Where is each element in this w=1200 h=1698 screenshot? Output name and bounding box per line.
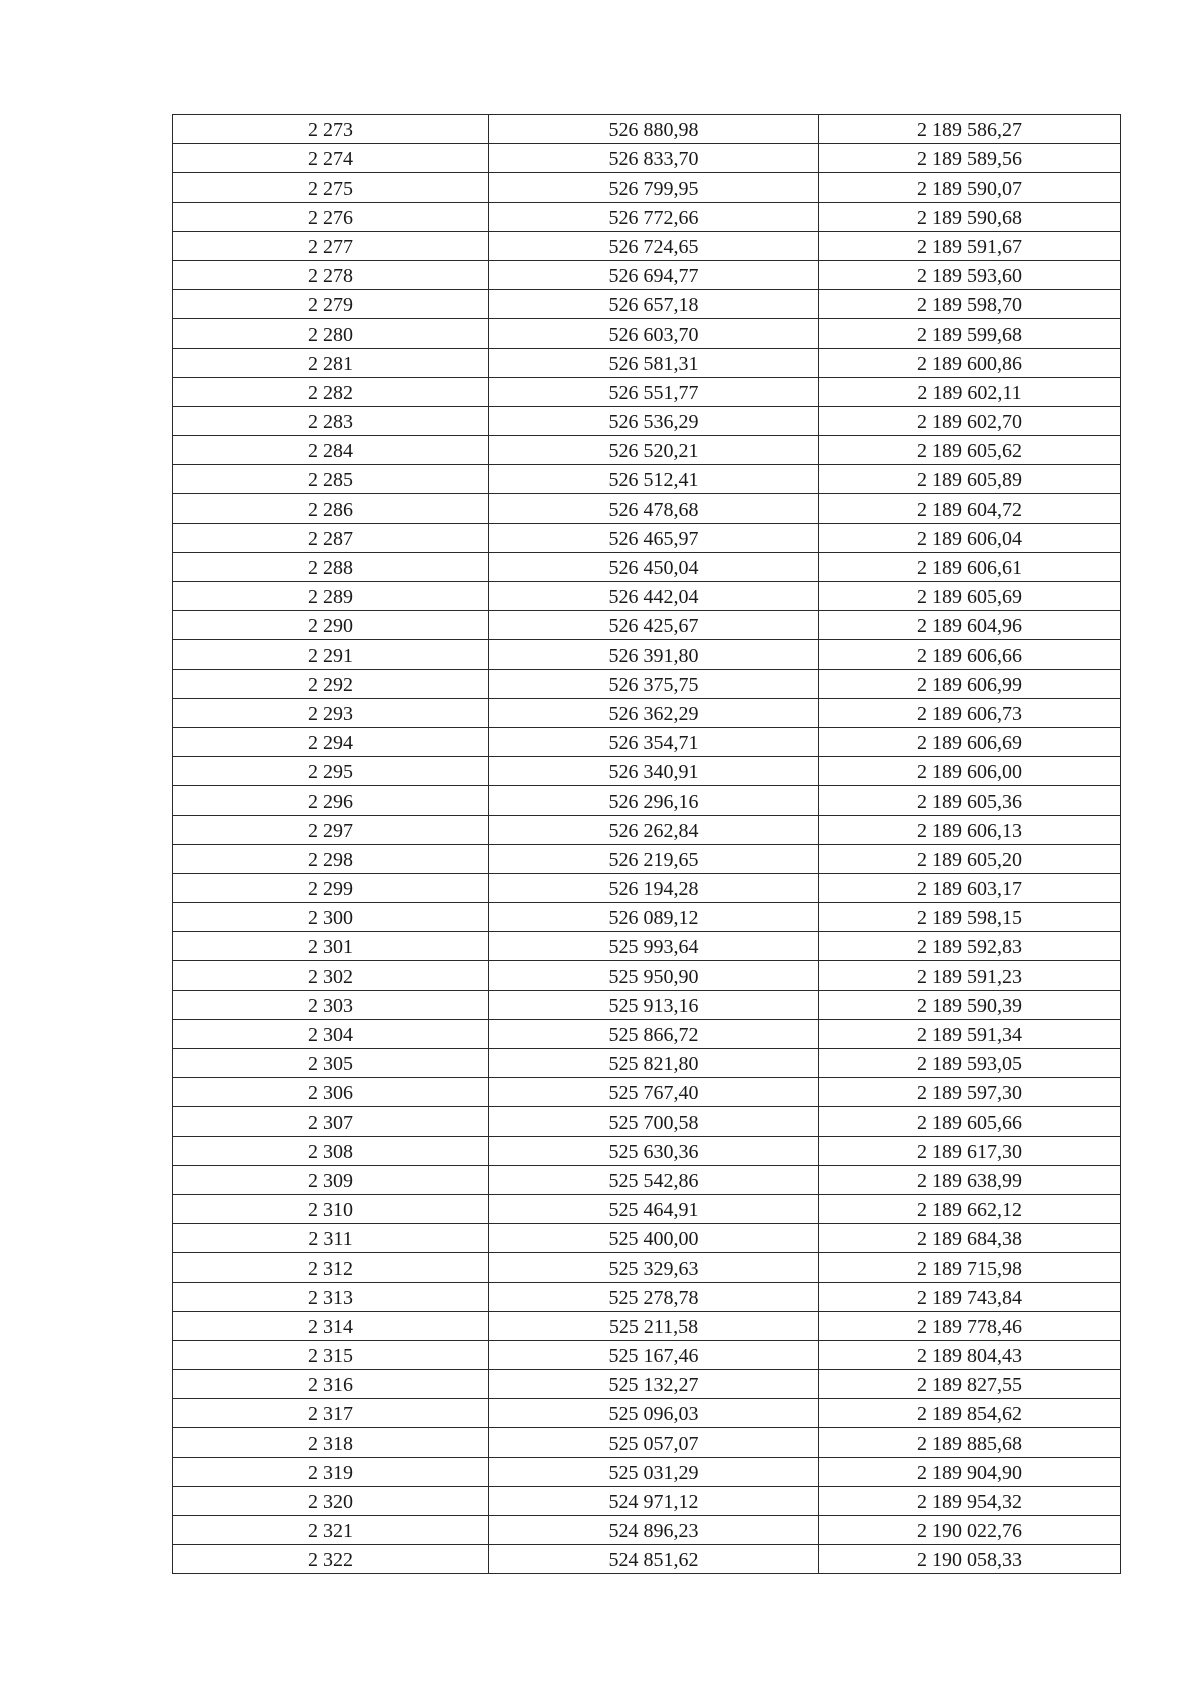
table-row <box>173 1486 1121 1515</box>
point-number-cell: 2 320 <box>173 1486 489 1515</box>
point-number-cell: 2 321 <box>173 1516 489 1545</box>
y-coordinate-cell: 2 189 590,68 <box>819 202 1121 231</box>
x-coordinate-cell: 525 211,58 <box>489 1311 819 1340</box>
y-coordinate-cell: 2 189 598,15 <box>819 903 1121 932</box>
point-number-cell: 2 307 <box>173 1107 489 1136</box>
y-coordinate-cell: 2 189 885,68 <box>819 1428 1121 1457</box>
table-row <box>173 1370 1121 1399</box>
table-row <box>173 1457 1121 1486</box>
table-row <box>173 319 1121 348</box>
y-coordinate-cell: 2 189 606,13 <box>819 815 1121 844</box>
x-coordinate-cell: 526 520,21 <box>489 436 819 465</box>
point-number-cell: 2 278 <box>173 260 489 289</box>
y-coordinate-cell: 2 189 605,20 <box>819 844 1121 873</box>
y-coordinate-cell: 2 189 591,34 <box>819 1019 1121 1048</box>
point-number-cell: 2 289 <box>173 582 489 611</box>
point-number-cell: 2 316 <box>173 1370 489 1399</box>
point-number-cell: 2 280 <box>173 319 489 348</box>
y-coordinate-cell: 2 189 606,04 <box>819 523 1121 552</box>
point-number-cell: 2 287 <box>173 523 489 552</box>
point-number-cell: 2 309 <box>173 1165 489 1194</box>
x-coordinate-cell: 526 512,41 <box>489 465 819 494</box>
table-row <box>173 727 1121 756</box>
point-number-cell: 2 311 <box>173 1224 489 1253</box>
point-number-cell: 2 298 <box>173 844 489 873</box>
point-number-cell: 2 279 <box>173 290 489 319</box>
y-coordinate-cell: 2 189 590,07 <box>819 173 1121 202</box>
x-coordinate-cell: 525 993,64 <box>489 932 819 961</box>
x-coordinate-cell: 526 340,91 <box>489 757 819 786</box>
x-coordinate-cell: 526 724,65 <box>489 231 819 260</box>
point-number-cell: 2 314 <box>173 1311 489 1340</box>
point-number-cell: 2 322 <box>173 1545 489 1574</box>
y-coordinate-cell: 2 189 617,30 <box>819 1136 1121 1165</box>
x-coordinate-cell: 525 464,91 <box>489 1194 819 1223</box>
table-row <box>173 144 1121 173</box>
table-row <box>173 990 1121 1019</box>
y-coordinate-cell: 2 190 058,33 <box>819 1545 1121 1574</box>
x-coordinate-cell: 525 167,46 <box>489 1340 819 1369</box>
table-row <box>173 1049 1121 1078</box>
y-coordinate-cell: 2 189 605,69 <box>819 582 1121 611</box>
table-row <box>173 1136 1121 1165</box>
x-coordinate-cell: 525 913,16 <box>489 990 819 1019</box>
point-number-cell: 2 297 <box>173 815 489 844</box>
x-coordinate-cell: 525 950,90 <box>489 961 819 990</box>
y-coordinate-cell: 2 189 599,68 <box>819 319 1121 348</box>
y-coordinate-cell: 2 189 778,46 <box>819 1311 1121 1340</box>
table-row <box>173 757 1121 786</box>
y-coordinate-cell: 2 189 606,99 <box>819 669 1121 698</box>
y-coordinate-cell: 2 189 605,89 <box>819 465 1121 494</box>
point-number-cell: 2 305 <box>173 1049 489 1078</box>
table-row <box>173 523 1121 552</box>
table-row <box>173 873 1121 902</box>
point-number-cell: 2 317 <box>173 1399 489 1428</box>
table-row <box>173 1165 1121 1194</box>
y-coordinate-cell: 2 189 606,00 <box>819 757 1121 786</box>
point-number-cell: 2 274 <box>173 144 489 173</box>
table-row <box>173 1224 1121 1253</box>
point-number-cell: 2 295 <box>173 757 489 786</box>
table-row <box>173 932 1121 961</box>
y-coordinate-cell: 2 189 597,30 <box>819 1078 1121 1107</box>
y-coordinate-cell: 2 189 604,96 <box>819 611 1121 640</box>
point-number-cell: 2 302 <box>173 961 489 990</box>
y-coordinate-cell: 2 189 591,67 <box>819 231 1121 260</box>
table-row <box>173 1428 1121 1457</box>
table-row <box>173 377 1121 406</box>
x-coordinate-cell: 525 096,03 <box>489 1399 819 1428</box>
y-coordinate-cell: 2 189 604,72 <box>819 494 1121 523</box>
y-coordinate-cell: 2 189 593,60 <box>819 260 1121 289</box>
y-coordinate-cell: 2 189 602,70 <box>819 406 1121 435</box>
table-row <box>173 961 1121 990</box>
y-coordinate-cell: 2 189 590,39 <box>819 990 1121 1019</box>
x-coordinate-cell: 525 700,58 <box>489 1107 819 1136</box>
point-number-cell: 2 282 <box>173 377 489 406</box>
x-coordinate-cell: 525 767,40 <box>489 1078 819 1107</box>
point-number-cell: 2 277 <box>173 231 489 260</box>
table-row <box>173 1545 1121 1574</box>
y-coordinate-cell: 2 189 606,66 <box>819 640 1121 669</box>
coordinates-table-body <box>173 115 1121 1574</box>
x-coordinate-cell: 526 581,31 <box>489 348 819 377</box>
y-coordinate-cell: 2 189 638,99 <box>819 1165 1121 1194</box>
y-coordinate-cell: 2 189 804,43 <box>819 1340 1121 1369</box>
x-coordinate-cell: 526 657,18 <box>489 290 819 319</box>
y-coordinate-cell: 2 189 606,73 <box>819 698 1121 727</box>
table-row <box>173 465 1121 494</box>
y-coordinate-cell: 2 189 827,55 <box>819 1370 1121 1399</box>
point-number-cell: 2 288 <box>173 552 489 581</box>
y-coordinate-cell: 2 189 591,23 <box>819 961 1121 990</box>
x-coordinate-cell: 526 354,71 <box>489 727 819 756</box>
point-number-cell: 2 304 <box>173 1019 489 1048</box>
y-coordinate-cell: 2 189 904,90 <box>819 1457 1121 1486</box>
x-coordinate-cell: 526 551,77 <box>489 377 819 406</box>
point-number-cell: 2 303 <box>173 990 489 1019</box>
point-number-cell: 2 299 <box>173 873 489 902</box>
point-number-cell: 2 285 <box>173 465 489 494</box>
table-row <box>173 844 1121 873</box>
table-row <box>173 494 1121 523</box>
table-row <box>173 1311 1121 1340</box>
point-number-cell: 2 296 <box>173 786 489 815</box>
point-number-cell: 2 293 <box>173 698 489 727</box>
x-coordinate-cell: 526 772,66 <box>489 202 819 231</box>
y-coordinate-cell: 2 189 605,62 <box>819 436 1121 465</box>
table-row <box>173 290 1121 319</box>
table-row <box>173 1253 1121 1282</box>
table-row <box>173 406 1121 435</box>
table-row <box>173 669 1121 698</box>
x-coordinate-cell: 525 057,07 <box>489 1428 819 1457</box>
y-coordinate-cell: 2 189 605,36 <box>819 786 1121 815</box>
point-number-cell: 2 275 <box>173 173 489 202</box>
table-row <box>173 1194 1121 1223</box>
x-coordinate-cell: 526 478,68 <box>489 494 819 523</box>
table-row <box>173 348 1121 377</box>
x-coordinate-cell: 526 799,95 <box>489 173 819 202</box>
point-number-cell: 2 313 <box>173 1282 489 1311</box>
table-row <box>173 582 1121 611</box>
y-coordinate-cell: 2 189 586,27 <box>819 115 1121 144</box>
table-row <box>173 173 1121 202</box>
y-coordinate-cell: 2 189 684,38 <box>819 1224 1121 1253</box>
point-number-cell: 2 273 <box>173 115 489 144</box>
table-row <box>173 552 1121 581</box>
x-coordinate-cell: 526 536,29 <box>489 406 819 435</box>
point-number-cell: 2 276 <box>173 202 489 231</box>
x-coordinate-cell: 526 694,77 <box>489 260 819 289</box>
point-number-cell: 2 284 <box>173 436 489 465</box>
y-coordinate-cell: 2 189 854,62 <box>819 1399 1121 1428</box>
table-row <box>173 1516 1121 1545</box>
x-coordinate-cell: 526 362,29 <box>489 698 819 727</box>
table-row <box>173 611 1121 640</box>
x-coordinate-cell: 525 400,00 <box>489 1224 819 1253</box>
x-coordinate-cell: 526 442,04 <box>489 582 819 611</box>
y-coordinate-cell: 2 189 602,11 <box>819 377 1121 406</box>
coordinates-table <box>172 114 1121 1574</box>
y-coordinate-cell: 2 189 715,98 <box>819 1253 1121 1282</box>
point-number-cell: 2 281 <box>173 348 489 377</box>
point-number-cell: 2 290 <box>173 611 489 640</box>
x-coordinate-cell: 525 132,27 <box>489 1370 819 1399</box>
point-number-cell: 2 300 <box>173 903 489 932</box>
x-coordinate-cell: 524 896,23 <box>489 1516 819 1545</box>
table-row <box>173 1340 1121 1369</box>
point-number-cell: 2 308 <box>173 1136 489 1165</box>
point-number-cell: 2 306 <box>173 1078 489 1107</box>
y-coordinate-cell: 2 189 598,70 <box>819 290 1121 319</box>
table-row <box>173 1282 1121 1311</box>
table-row <box>173 1107 1121 1136</box>
y-coordinate-cell: 2 189 603,17 <box>819 873 1121 902</box>
y-coordinate-cell: 2 189 954,32 <box>819 1486 1121 1515</box>
point-number-cell: 2 283 <box>173 406 489 435</box>
point-number-cell: 2 310 <box>173 1194 489 1223</box>
point-number-cell: 2 294 <box>173 727 489 756</box>
x-coordinate-cell: 526 880,98 <box>489 115 819 144</box>
x-coordinate-cell: 524 851,62 <box>489 1545 819 1574</box>
x-coordinate-cell: 526 391,80 <box>489 640 819 669</box>
y-coordinate-cell: 2 190 022,76 <box>819 1516 1121 1545</box>
x-coordinate-cell: 525 821,80 <box>489 1049 819 1078</box>
x-coordinate-cell: 525 031,29 <box>489 1457 819 1486</box>
point-number-cell: 2 301 <box>173 932 489 961</box>
x-coordinate-cell: 526 375,75 <box>489 669 819 698</box>
x-coordinate-cell: 526 425,67 <box>489 611 819 640</box>
table-row <box>173 260 1121 289</box>
point-number-cell: 2 292 <box>173 669 489 698</box>
y-coordinate-cell: 2 189 605,66 <box>819 1107 1121 1136</box>
point-number-cell: 2 318 <box>173 1428 489 1457</box>
x-coordinate-cell: 526 833,70 <box>489 144 819 173</box>
x-coordinate-cell: 526 603,70 <box>489 319 819 348</box>
x-coordinate-cell: 526 194,28 <box>489 873 819 902</box>
table-row <box>173 436 1121 465</box>
x-coordinate-cell: 526 465,97 <box>489 523 819 552</box>
x-coordinate-cell: 526 450,04 <box>489 552 819 581</box>
table-row <box>173 1019 1121 1048</box>
point-number-cell: 2 312 <box>173 1253 489 1282</box>
x-coordinate-cell: 526 089,12 <box>489 903 819 932</box>
table-row <box>173 115 1121 144</box>
point-number-cell: 2 315 <box>173 1340 489 1369</box>
x-coordinate-cell: 526 296,16 <box>489 786 819 815</box>
y-coordinate-cell: 2 189 606,61 <box>819 552 1121 581</box>
y-coordinate-cell: 2 189 600,86 <box>819 348 1121 377</box>
x-coordinate-cell: 525 866,72 <box>489 1019 819 1048</box>
table-row <box>173 231 1121 260</box>
x-coordinate-cell: 524 971,12 <box>489 1486 819 1515</box>
table-row <box>173 698 1121 727</box>
table-row <box>173 903 1121 932</box>
y-coordinate-cell: 2 189 592,83 <box>819 932 1121 961</box>
y-coordinate-cell: 2 189 593,05 <box>819 1049 1121 1078</box>
x-coordinate-cell: 525 278,78 <box>489 1282 819 1311</box>
table-row <box>173 640 1121 669</box>
point-number-cell: 2 286 <box>173 494 489 523</box>
x-coordinate-cell: 525 542,86 <box>489 1165 819 1194</box>
table-row <box>173 815 1121 844</box>
table-row <box>173 202 1121 231</box>
x-coordinate-cell: 525 630,36 <box>489 1136 819 1165</box>
y-coordinate-cell: 2 189 589,56 <box>819 144 1121 173</box>
y-coordinate-cell: 2 189 743,84 <box>819 1282 1121 1311</box>
point-number-cell: 2 319 <box>173 1457 489 1486</box>
point-number-cell: 2 291 <box>173 640 489 669</box>
table-row <box>173 1078 1121 1107</box>
x-coordinate-cell: 525 329,63 <box>489 1253 819 1282</box>
y-coordinate-cell: 2 189 662,12 <box>819 1194 1121 1223</box>
table-row <box>173 1399 1121 1428</box>
table-row <box>173 786 1121 815</box>
y-coordinate-cell: 2 189 606,69 <box>819 727 1121 756</box>
x-coordinate-cell: 526 219,65 <box>489 844 819 873</box>
x-coordinate-cell: 526 262,84 <box>489 815 819 844</box>
